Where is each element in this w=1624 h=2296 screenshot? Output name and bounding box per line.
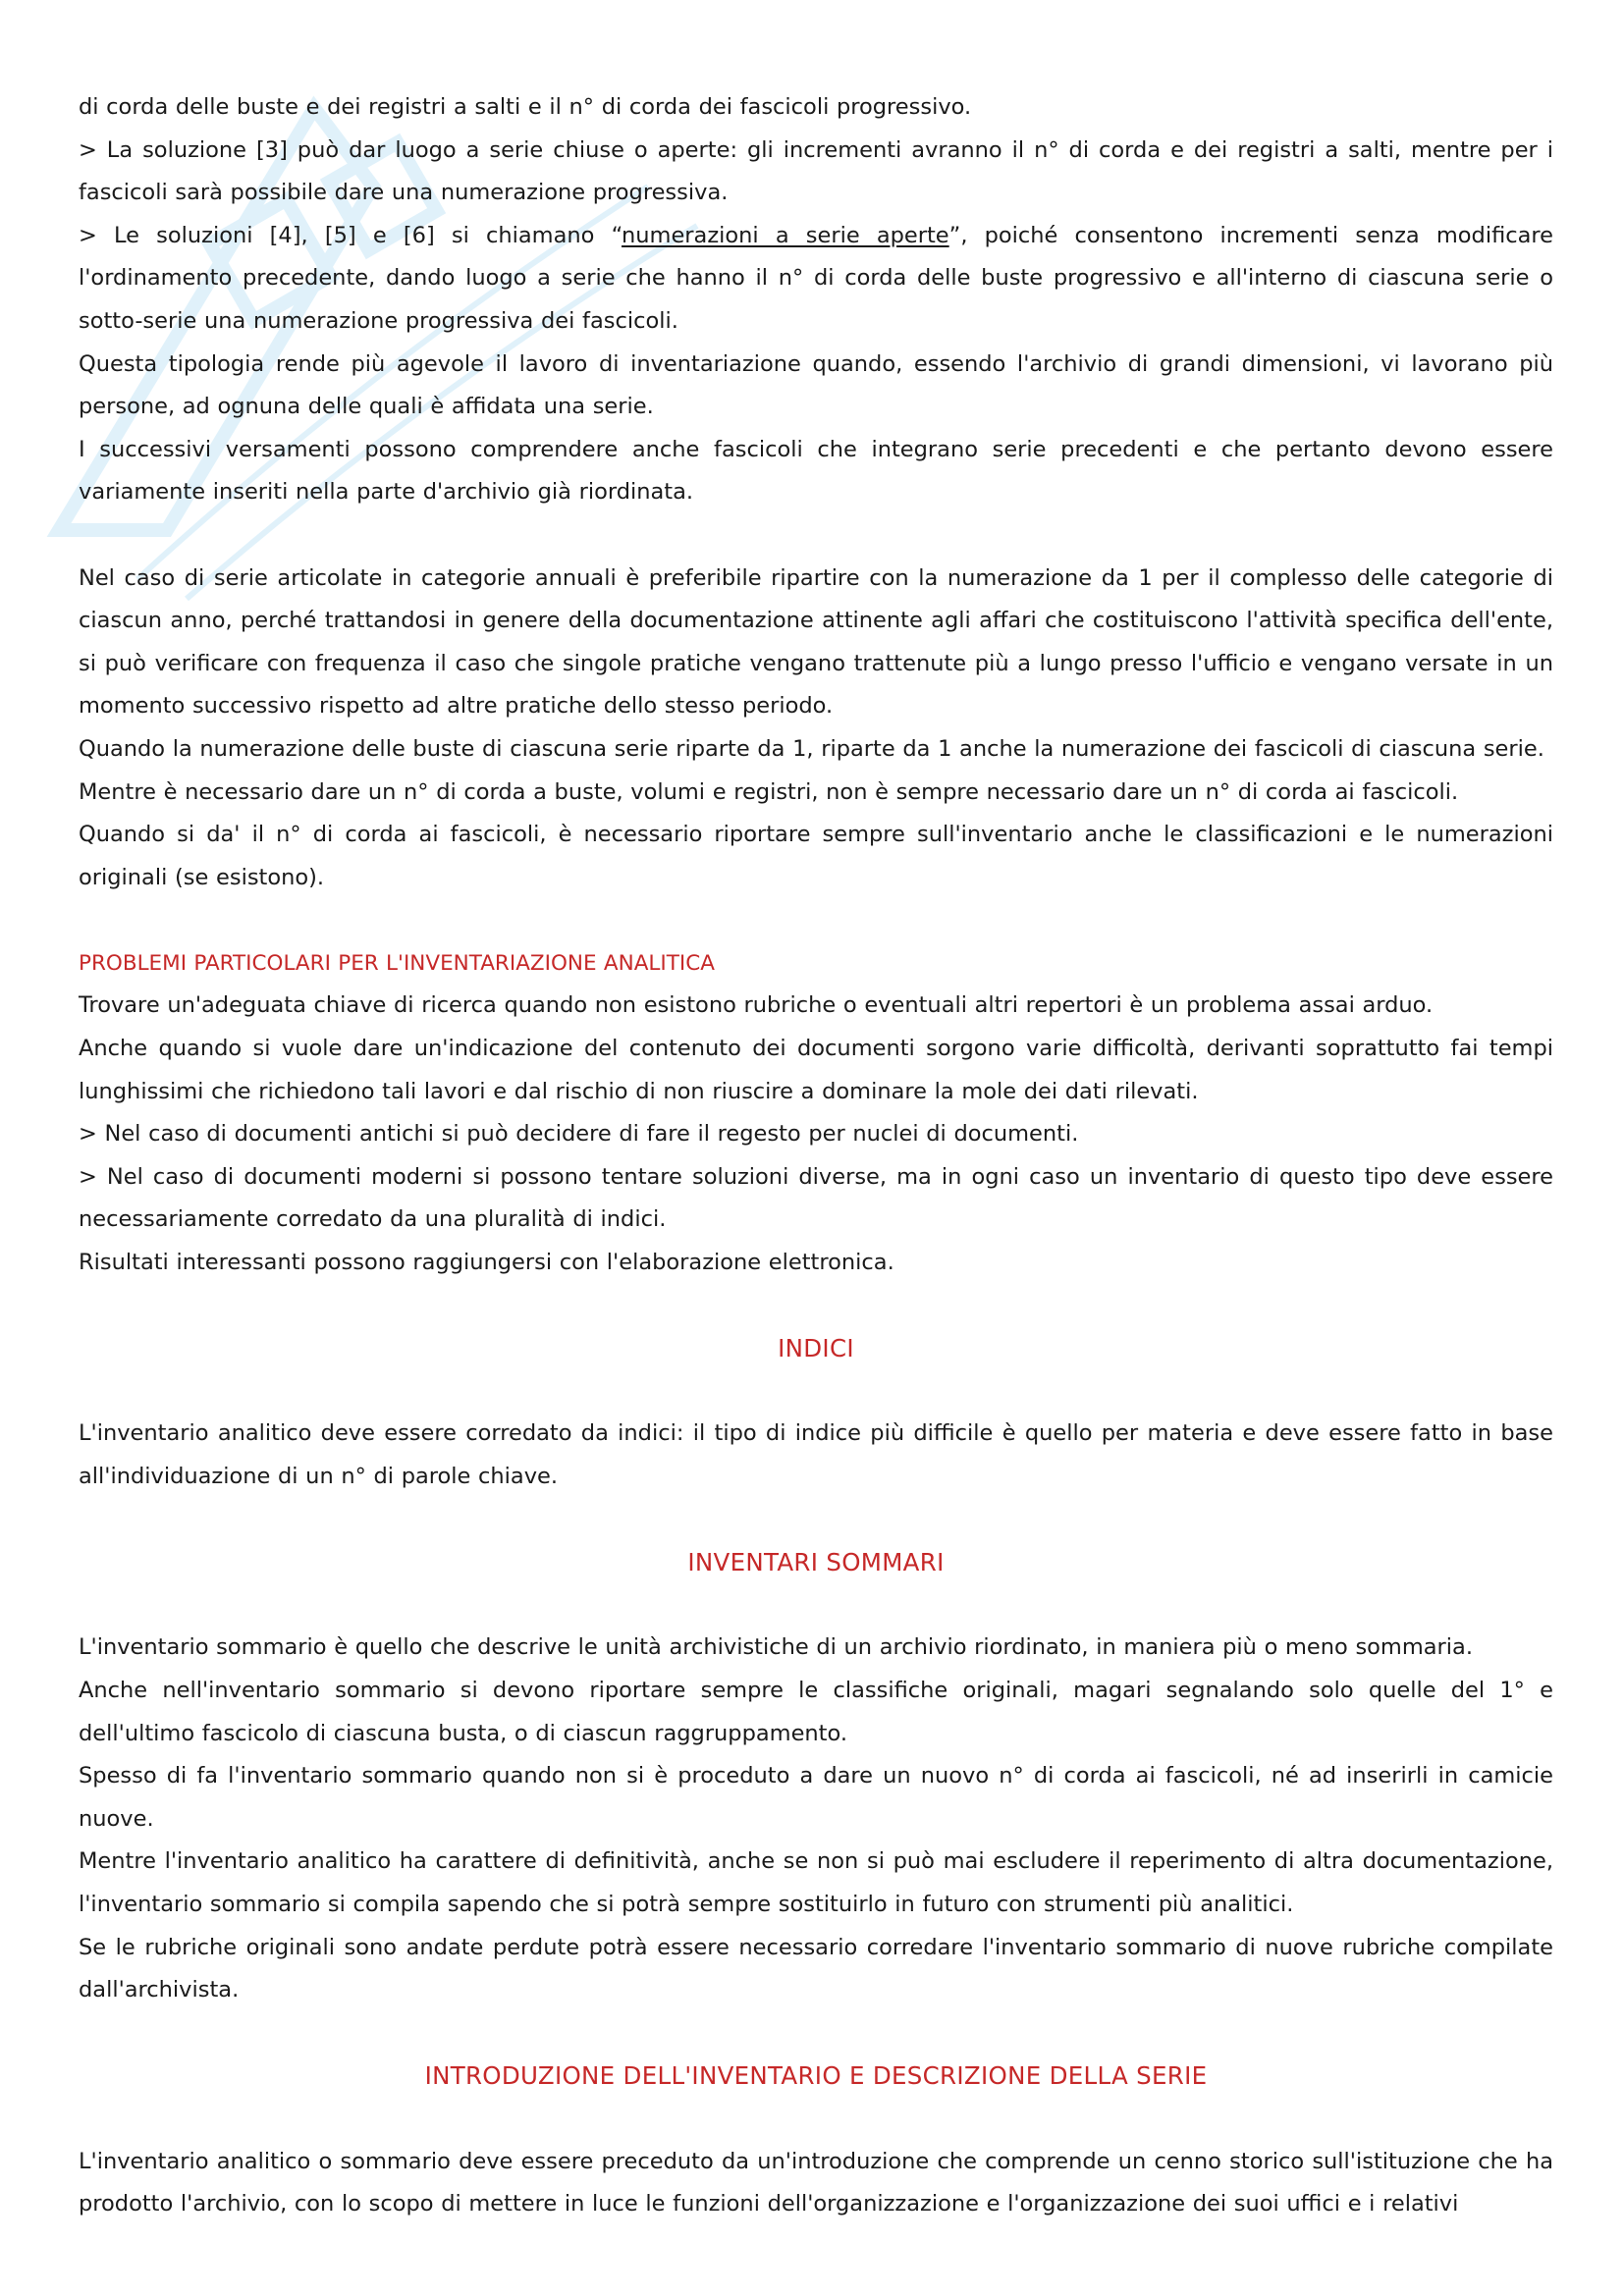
paragraph: Quando si da' il n° di corda ai fascicoli, è necessario riportare sempre sull'inventario anche le classificazioni e le numerazioni originali (se esistono). xyxy=(79,822,1553,890)
paragraph: L'inventario sommario è quello che descrive le unità archivistiche di un archivio riordinato, in maniera più o meno sommaria. xyxy=(79,1634,1473,1661)
paragraph: Trovare un'adeguata chiave di ricerca quando non esistono rubriche o eventuali altri repertori è un problema assai arduo. xyxy=(79,992,1434,1019)
section-heading: INVENTARI SOMMARI xyxy=(687,1548,945,1577)
paragraph: Risultati interessanti possono raggiungersi con l'elaborazione elettronica. xyxy=(79,1250,894,1276)
section-subtitle: PROBLEMI PARTICOLARI PER L'INVENTARIAZIONE ANALITICA xyxy=(79,950,715,976)
paragraph: > Nel caso di documenti antichi si può decidere di fare il regesto per nuclei di documenti. xyxy=(79,1121,1079,1148)
paragraph: Quando la numerazione delle buste di ciascuna serie riparte da 1, riparte da 1 anche la numerazione dei fascicoli di ciascuna serie. xyxy=(79,735,1544,762)
paragraph: Mentre è necessario dare un n° di corda a buste, volumi e registri, non è sempre necessario dare un n° di corda ai fascicoli. xyxy=(79,778,1459,805)
paragraph: Se le rubriche originali sono andate perdute potrà essere necessario corredare l'inventario sommario di nuove rubriche compilate dall'archivista. xyxy=(79,1934,1553,2003)
text-span: > Le soluzioni [4], [5] e [6] si chiamano “ xyxy=(79,222,622,248)
section-heading: INTRODUZIONE DELL'INVENTARIO E DESCRIZIONE DELLA SERIE xyxy=(424,2061,1208,2091)
paragraph: I successivi versamenti possono comprendere anche fascicoli che integrano serie precedenti e che pertanto devono essere variamente inseriti nella parte d'archivio già riordinata. xyxy=(79,436,1553,506)
document-page xyxy=(79,86,1553,2226)
paragraph: Questa tipologia rende più agevole il lavoro di inventariazione quando, essendo l'archivio di grandi dimensioni, vi lavorano più persone, ad ognuna delle quali è affidata una serie. xyxy=(79,350,1553,420)
text-span: ”, poiché consentono incrementi senza modificare l'ordinamento precedente, dando luogo a serie che hanno il n° di corda delle buste progressivo e all'interno di ciascuna serie o sotto-serie una numerazione progressiva dei fascicoli. xyxy=(79,222,1554,334)
paragraph: Mentre l'inventario analitico ha carattere di definitività, anche se non si può mai escludere il reperimento di altra documentazione, l'inventario sommario si compila sapendo che si potrà sempre sostituirlo in futuro con strumenti più analitici. xyxy=(79,1848,1553,1917)
section-heading: INDICI xyxy=(778,1334,854,1363)
paragraph: di corda delle buste e dei registri a salti e il n° di corda dei fascicoli progressivo. xyxy=(79,94,972,120)
paragraph xyxy=(79,215,1553,344)
paragraph: L'inventario analitico o sommario deve essere preceduto da un'introduzione che comprende un cenno storico sull'istituzione che ha prodotto l'archivio, con lo scopo di mettere in luce le funzioni dell'organizzazione e l'organizzazione dei suoi uffici e i relativi xyxy=(79,2148,1553,2217)
paragraph: > La soluzione [3] può dar luogo a serie chiuse o aperte: gli incrementi avranno il n° di corda e dei registri a salti, mentre per i fascicoli sarà possibile dare una numerazione progressiva. xyxy=(79,136,1553,206)
paragraph: > Nel caso di documenti moderni si possono tentare soluzioni diverse, ma in ogni caso un inventario di questo tipo deve essere necessariamente corredato da una pluralità di indici. xyxy=(79,1163,1553,1233)
paragraph: Anche nell'inventario sommario si devono riportare sempre le classifiche originali, magari segnalando solo quelle del 1° e dell'ultimo fascicolo di ciascuna busta, o di ciascun raggruppamento. xyxy=(79,1677,1553,1746)
paragraph: L'inventario analitico deve essere corredato da indici: il tipo di indice più difficile è quello per materia e deve essere fatto in base all'individuazione di un n° di parole chiave. xyxy=(79,1420,1553,1489)
paragraph: Nel caso di serie articolate in categorie annuali è preferibile ripartire con la numerazione da 1 per il complesso delle categorie di ciascun anno, perché trattandosi in genere della documentazione attinente agli affari che costituiscono l'attività specifica dell'ente, si può verificare con frequenza il caso che singole pratiche vengano trattenute più a lungo presso l'ufficio e vengano versate in un momento successivo rispetto ad altre pratiche dello stesso periodo. xyxy=(79,564,1553,720)
paragraph: Anche quando si vuole dare un'indicazione del contenuto dei documenti sorgono varie difficoltà, derivanti soprattutto fai tempi lunghissimi che richiedono tali lavori e dal rischio di non riuscire a dominare la mole dei dati rilevati. xyxy=(79,1036,1553,1104)
paragraph: Spesso di fa l'inventario sommario quando non si è proceduto a dare un nuovo n° di corda ai fascicoli, né ad inserirli in camicie nuove. xyxy=(79,1763,1553,1832)
underlined-term: numerazioni a serie aperte xyxy=(622,222,949,248)
